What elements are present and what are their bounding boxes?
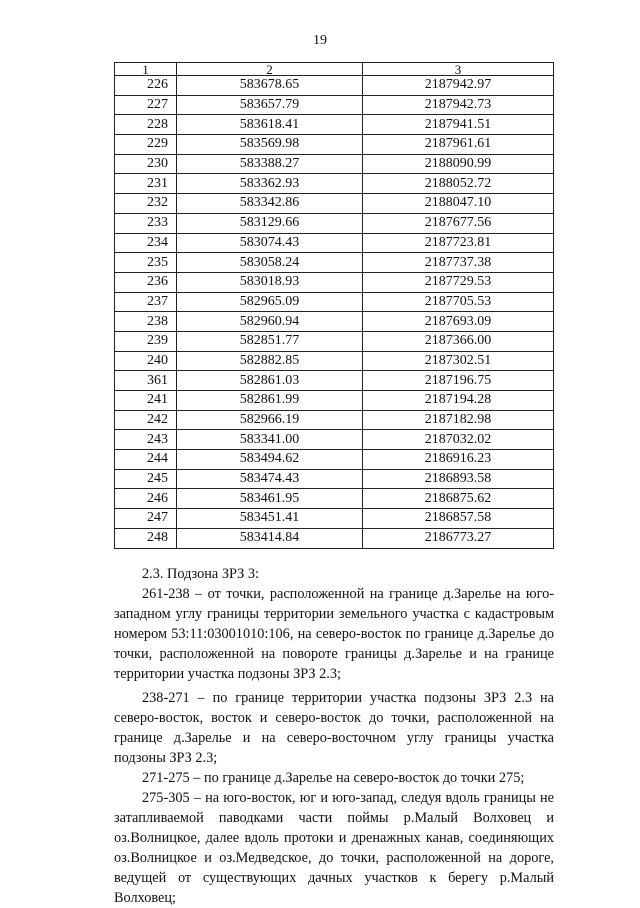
point-number-cell: 236 xyxy=(115,272,177,292)
table-body xyxy=(115,76,554,549)
table-row xyxy=(115,115,554,135)
point-number-cell: 245 xyxy=(115,469,177,489)
x-coordinate-cell: 583342.86 xyxy=(177,194,363,214)
y-coordinate-cell: 2187677.56 xyxy=(363,213,554,233)
table-row xyxy=(115,469,554,489)
x-coordinate-cell: 583678.65 xyxy=(177,76,363,96)
point-number-cell: 238 xyxy=(115,312,177,332)
y-coordinate-cell: 2187182.98 xyxy=(363,410,554,430)
x-coordinate-cell: 583569.98 xyxy=(177,135,363,155)
point-number-cell: 241 xyxy=(115,391,177,411)
y-coordinate-cell: 2187194.28 xyxy=(363,391,554,411)
x-coordinate-cell: 583461.95 xyxy=(177,489,363,509)
point-number-cell: 240 xyxy=(115,351,177,371)
x-coordinate-cell: 583474.43 xyxy=(177,469,363,489)
column-header-x: 2 xyxy=(177,63,363,76)
point-number-cell: 228 xyxy=(115,115,177,135)
y-coordinate-cell: 2187705.53 xyxy=(363,292,554,312)
table-row xyxy=(115,331,554,351)
point-number-cell: 226 xyxy=(115,76,177,96)
point-number-cell: 232 xyxy=(115,194,177,214)
paragraph: 261-238 – от точки, расположенной на границе д.Зарелье на юго-западном углу границы территории земельного участка с кадастровым номером 53:11:03001010:106, на северо-восток по границе д.Зарелье до точки, расположенной на повороте границы д.Зарелье и на границе территории участка подзоны ЗРЗ 2.3; xyxy=(114,586,554,682)
table-row xyxy=(115,410,554,430)
y-coordinate-cell: 2186916.23 xyxy=(363,450,554,470)
y-coordinate-cell: 2187032.02 xyxy=(363,430,554,450)
table-row xyxy=(115,312,554,332)
table-row xyxy=(115,509,554,529)
paragraph: 271-275 – по границе д.Зарелье на северо-восток до точки 275; xyxy=(142,770,525,786)
point-number-cell: 230 xyxy=(115,154,177,174)
x-coordinate-cell: 583451.41 xyxy=(177,509,363,529)
table-row xyxy=(115,528,554,548)
y-coordinate-cell: 2187942.97 xyxy=(363,76,554,96)
table-row xyxy=(115,76,554,96)
table-row xyxy=(115,391,554,411)
y-coordinate-cell: 2186875.62 xyxy=(363,489,554,509)
column-header-point: 1 xyxy=(115,63,177,76)
y-coordinate-cell: 2186857.58 xyxy=(363,509,554,529)
y-coordinate-cell: 2188090.99 xyxy=(363,154,554,174)
table-header-row xyxy=(115,63,554,76)
table-row xyxy=(115,489,554,509)
x-coordinate-cell: 583494.62 xyxy=(177,450,363,470)
x-coordinate-cell: 582861.03 xyxy=(177,371,363,391)
y-coordinate-cell: 2187729.53 xyxy=(363,272,554,292)
x-coordinate-cell: 583018.93 xyxy=(177,272,363,292)
paragraph: 238-271 – по границе территории участка подзоны ЗРЗ 2.3 на северо-восток, восток и северо-восток до точки, расположенной на границе д.Зарелье и на северо-восточном углу границы участка подзоны ЗРЗ 2.3; xyxy=(114,690,554,766)
table-row xyxy=(115,213,554,233)
point-number-cell: 244 xyxy=(115,450,177,470)
point-number-cell: 237 xyxy=(115,292,177,312)
point-number-cell: 231 xyxy=(115,174,177,194)
x-coordinate-cell: 583657.79 xyxy=(177,95,363,115)
point-number-cell: 242 xyxy=(115,410,177,430)
x-coordinate-cell: 583074.43 xyxy=(177,233,363,253)
y-coordinate-cell: 2187196.75 xyxy=(363,371,554,391)
point-number-cell: 233 xyxy=(115,213,177,233)
page-number: 19 xyxy=(313,33,327,48)
x-coordinate-cell: 583341.00 xyxy=(177,430,363,450)
point-number-cell: 246 xyxy=(115,489,177,509)
point-number-cell: 247 xyxy=(115,509,177,529)
x-coordinate-cell: 582966.19 xyxy=(177,410,363,430)
section-heading: 2.3. Подзона ЗРЗ 3: xyxy=(142,566,259,582)
x-coordinate-cell: 583129.66 xyxy=(177,213,363,233)
table-row xyxy=(115,194,554,214)
x-coordinate-cell: 583414.84 xyxy=(177,528,363,548)
x-coordinate-cell: 582861.99 xyxy=(177,391,363,411)
x-coordinate-cell: 582965.09 xyxy=(177,292,363,312)
x-coordinate-cell: 583362.93 xyxy=(177,174,363,194)
table-row xyxy=(115,233,554,253)
point-number-cell: 248 xyxy=(115,528,177,548)
y-coordinate-cell: 2188047.10 xyxy=(363,194,554,214)
coordinates-table xyxy=(114,62,554,549)
y-coordinate-cell: 2187366.00 xyxy=(363,331,554,351)
table-row xyxy=(115,371,554,391)
y-coordinate-cell: 2187302.51 xyxy=(363,351,554,371)
table-row xyxy=(115,292,554,312)
x-coordinate-cell: 583388.27 xyxy=(177,154,363,174)
point-number-cell: 227 xyxy=(115,95,177,115)
y-coordinate-cell: 2188052.72 xyxy=(363,174,554,194)
table-row xyxy=(115,253,554,273)
point-number-cell: 361 xyxy=(115,371,177,391)
x-coordinate-cell: 583058.24 xyxy=(177,253,363,273)
point-number-cell: 229 xyxy=(115,135,177,155)
column-header-y: 3 xyxy=(363,63,554,76)
y-coordinate-cell: 2187737.38 xyxy=(363,253,554,273)
x-coordinate-cell: 582882.85 xyxy=(177,351,363,371)
table-row xyxy=(115,95,554,115)
table-row xyxy=(115,154,554,174)
y-coordinate-cell: 2187942.73 xyxy=(363,95,554,115)
table-row xyxy=(115,135,554,155)
table-row xyxy=(115,272,554,292)
x-coordinate-cell: 582851.77 xyxy=(177,331,363,351)
table-row xyxy=(115,430,554,450)
point-number-cell: 239 xyxy=(115,331,177,351)
point-number-cell: 235 xyxy=(115,253,177,273)
table-row xyxy=(115,174,554,194)
paragraph: 275-305 – на юго-восток, юг и юго-запад, следуя вдоль границы не затапливаемой паводками части поймы р.Малый Волховец и оз.Волницкое, далее вдоль протоки и дренажных канав, соединяющих оз.Волницкое и оз.Медведское, до точки, расположенной на дороге, ведущей от существующих дачных участков к берегу р.Малый Волховец; xyxy=(114,790,554,906)
y-coordinate-cell: 2187693.09 xyxy=(363,312,554,332)
table-row xyxy=(115,351,554,371)
y-coordinate-cell: 2187723.81 xyxy=(363,233,554,253)
x-coordinate-cell: 583618.41 xyxy=(177,115,363,135)
table-row xyxy=(115,450,554,470)
x-coordinate-cell: 582960.94 xyxy=(177,312,363,332)
point-number-cell: 243 xyxy=(115,430,177,450)
y-coordinate-cell: 2187941.51 xyxy=(363,115,554,135)
body-text xyxy=(114,564,554,908)
y-coordinate-cell: 2187961.61 xyxy=(363,135,554,155)
y-coordinate-cell: 2186773.27 xyxy=(363,528,554,548)
y-coordinate-cell: 2186893.58 xyxy=(363,469,554,489)
point-number-cell: 234 xyxy=(115,233,177,253)
